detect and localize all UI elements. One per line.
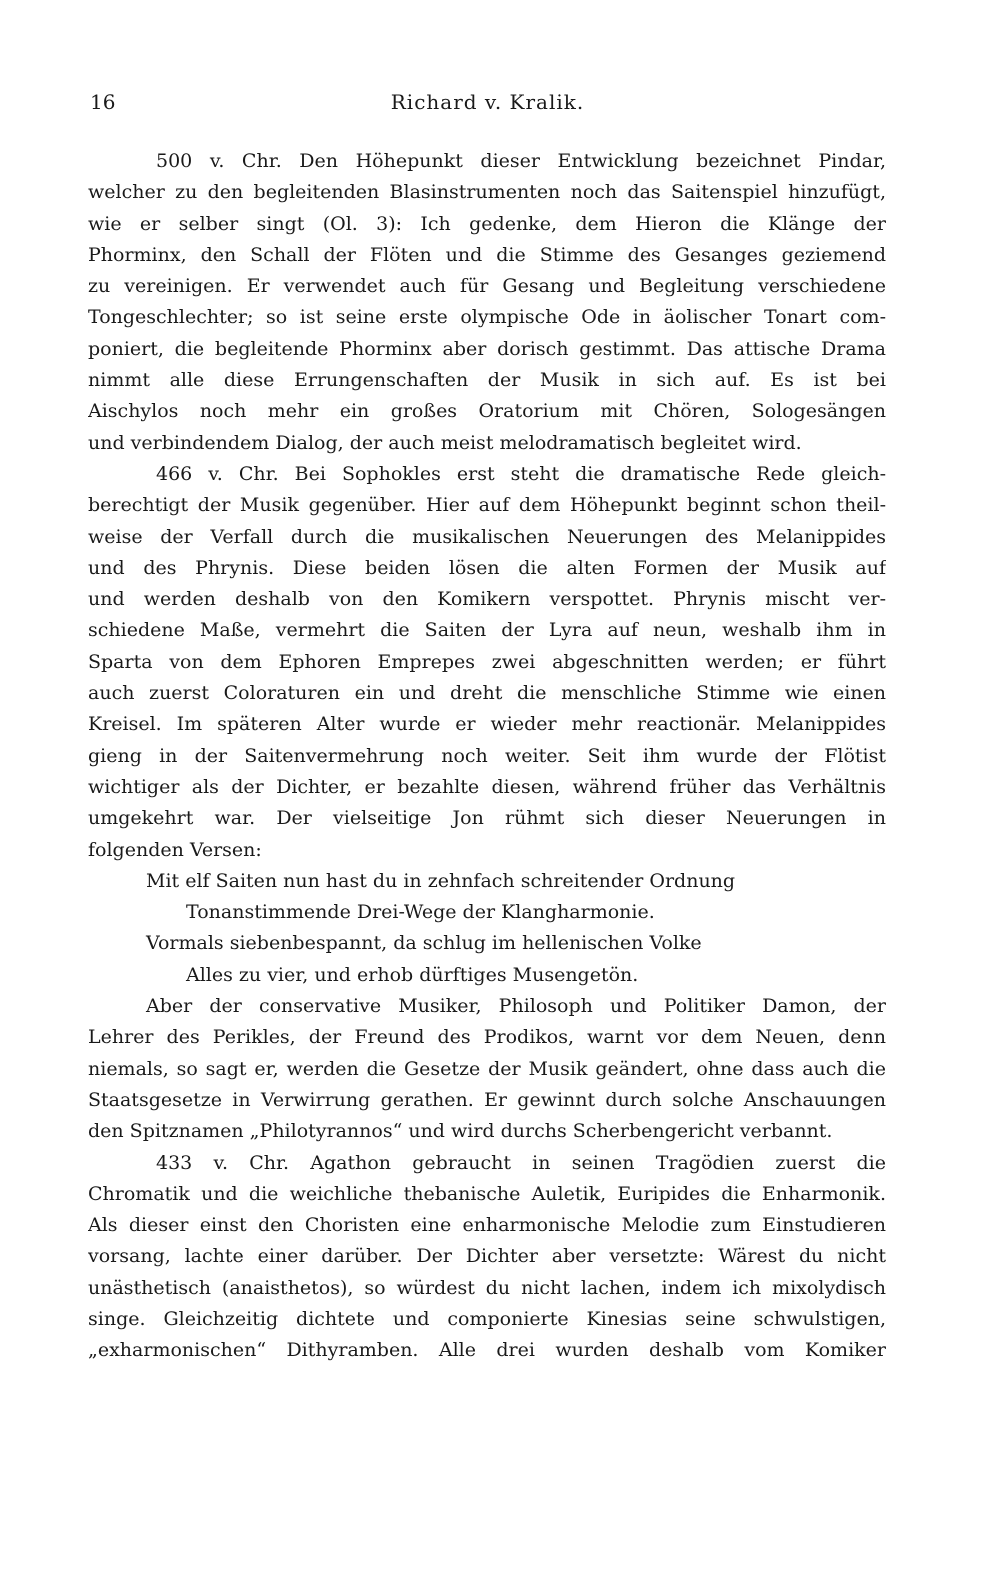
text-line: folgenden Versen: (88, 838, 262, 861)
text-line: 500 v. Chr. Den Höhepunkt dieser Entwicklung bezeichnet Pindar, (156, 150, 886, 172)
text-line: Staatsgesetze in Verwirrung gerathen. Er gewinnt durch solche Anschauungen (88, 1088, 886, 1111)
text-line: Chromatik und die weichliche thebanische Auletik, Euripides die Enharmonik. (88, 1182, 886, 1205)
page-header (90, 90, 885, 120)
text-line: Aber der conservative Musiker, Philosoph und Politiker Damon, der (146, 995, 886, 1018)
text-line: unästhetisch (anaisthetos), so würdest du nicht lachen, indem ich mixolydisch (88, 1276, 886, 1299)
text-line: singe. Gleichzeitig dichtete und componierte Kinesias seine schwulstigen, (88, 1307, 886, 1330)
text-line: niemals, so sagt er, werden die Gesetze der Musik geändert, ohne dass auch die (88, 1057, 886, 1080)
text-line: 433 v. Chr. Agathon gebraucht in seinen Tragödien zuerst die (156, 1151, 886, 1174)
text-line: und verbindendem Dialog, der auch meist melodramatisch begleitet wird. (88, 431, 802, 454)
text-line: Sparta von dem Ephoren Emprepes zwei abgeschnitten werden; er führt (88, 650, 886, 673)
text-line: umgekehrt war. Der vielseitige Jon rühmt sich dieser Neuerungen in (88, 807, 886, 830)
text-line: gieng in der Saitenvermehrung noch weiter. Seit ihm wurde der Flötist (88, 744, 886, 767)
text-line: auch zuerst Coloraturen ein und dreht die menschliche Stimme wie einen (88, 682, 886, 705)
verse-line: Vormals siebenbespannt, da schlug im hellenischen Volke (146, 932, 702, 955)
running-head: Richard v. Kralik. (390, 90, 585, 114)
text-line: den Spitznamen „Philotyrannos“ und wird durchs Scherbengericht verbannt. (88, 1120, 833, 1143)
text-line: Lehrer des Perikles, der Freund des Prodikos, warnt vor dem Neuen, denn (88, 1026, 886, 1049)
text-line: Phorminx, den Schall der Flöten und die Stimme des Gesanges geziemend (88, 243, 886, 266)
text-line: Tongeschlechter; so ist seine erste olympische Ode in äolischer Tonart com- (88, 306, 886, 329)
text-line: Kreisel. Im späteren Alter wurde er wieder mehr reactionär. Melanippides (88, 713, 886, 736)
text-line: schiedene Maße, vermehrt die Saiten der Lyra auf neun, weshalb ihm in (88, 619, 886, 642)
text-line: poniert, die begleitende Phorminx aber dorisch gestimmt. Das attische Drama (88, 337, 886, 360)
text-line: wichtiger als der Dichter, er bezahlte diesen, während früher das Verhältnis (88, 775, 886, 798)
verse-line: Alles zu vier, und erhob dürftiges Musengetön. (186, 963, 639, 986)
text-line: vorsang, lachte einer darüber. Der Dichter aber versetzte: Wärest du nicht (88, 1245, 886, 1268)
text-line: Aischylos noch mehr ein großes Oratorium mit Chören, Sologesängen (88, 400, 886, 423)
text-line: berechtigt der Musik gegenüber. Hier auf dem Höhepunkt beginnt schon theil- (88, 494, 886, 517)
verse-line: Mit elf Saiten nun hast du in zehnfach schreitender Ordnung (146, 869, 736, 892)
page-number: 16 (90, 90, 116, 114)
verse-line: Tonanstimmende Drei-Wege der Klangharmonie. (186, 901, 655, 924)
body-text (88, 146, 886, 1367)
text-line: und werden deshalb von den Komikern verspottet. Phrynis mischt ver- (88, 588, 886, 611)
text-line: 466 v. Chr. Bei Sophokles erst steht die dramatische Rede gleich- (156, 462, 886, 485)
text-line: Als dieser einst den Choristen eine enharmonische Melodie zum Einstudieren (88, 1214, 886, 1237)
text-line: weise der Verfall durch die musikalischen Neuerungen des Melanippides (88, 525, 886, 548)
text-line: welcher zu den begleitenden Blasinstrumenten noch das Saitenspiel hinzufügt, (88, 181, 886, 204)
text-line: und des Phrynis. Diese beiden lösen die alten Formen der Musik auf (88, 556, 886, 579)
text-line: nimmt alle diese Errungenschaften der Musik in sich auf. Es ist bei (88, 369, 886, 392)
text-line: zu vereinigen. Er verwendet auch für Gesang und Begleitung verschiedene (88, 275, 886, 298)
text-line: wie er selber singt (Ol. 3): Ich gedenke, dem Hieron die Klänge der (88, 212, 886, 235)
text-line: „exharmonischen“ Dithyramben. Alle drei wurden deshalb vom Komiker (88, 1339, 886, 1362)
